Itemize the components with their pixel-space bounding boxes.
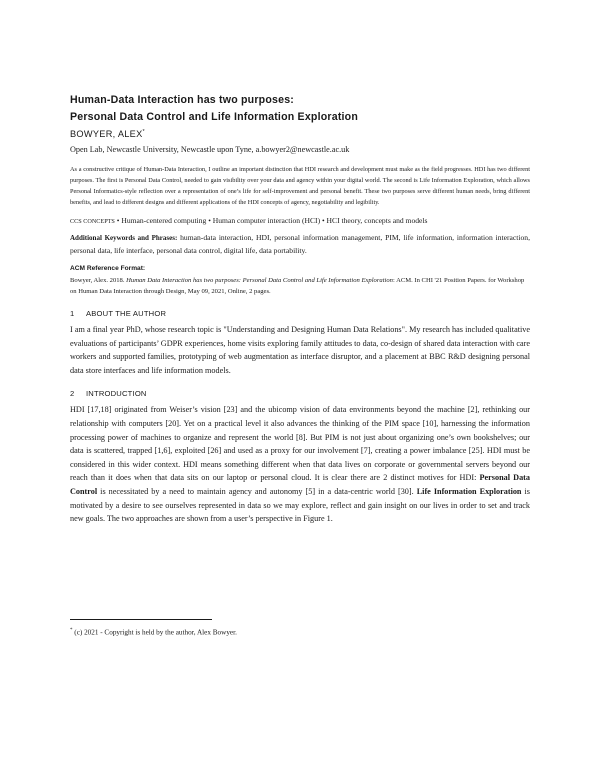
ccs-label: CCS CONCEPTS: [70, 218, 115, 226]
abstract: As a constructive critique of Human-Data Interaction, I outline an important distinction that HDI research and development must make as the field progresses. HDI has two different purposes. The first is Personal Data Control, needed to gain visibility over your data and agency within your digital world. The second is Life Information Exploration, which allows Personal Informatics-style reflection over a representation of one’s life for self-improvement and personal benefit. These two purposes serve different human needs, bring different benefits, and lead to different designs and different applications of the HDI concepts of agency, negotiability and legibility.: [70, 166, 530, 207]
intro-bold-personal-data-control: Personal Data Control: [70, 473, 530, 496]
author-name: [70, 129, 530, 139]
ccs-text: • Human-centered computing • Human computer interaction (HCI) • HCI theory, concepts and models: [114, 216, 428, 226]
footnote-divider: [70, 619, 212, 620]
section-introduction-text: [70, 403, 530, 525]
acm-reference-heading: ACM Reference Format:: [70, 265, 146, 273]
section-about-text: I am a final year PhD, whose research topic is "Understanding and Designing Human Data Relations". My research has included qualitative evaluations of participants’ GDPR experiences, home visits exploring family attitudes to data, co-design of shared data interaction with care workers and supported families, prototyping of web augmentation as interface disruptor, and a placement at BBC R&D designing personal data store interfaces and life information models.: [70, 325, 530, 375]
section-heading-introduction: [70, 389, 530, 398]
acm-ref-start: Bowyer, Alex. 2018.: [70, 277, 127, 285]
intro-bold-life-information-exploration: Life Information Exploration: [416, 487, 522, 496]
intro-text-b: is necessitated by a need to maintain agency and autonomy [5] in a data-centric world [30].: [97, 487, 417, 496]
section-number: 1: [70, 309, 75, 319]
section-title: ABOUT THE AUTHOR: [86, 309, 167, 319]
footnote-mark: *: [70, 628, 73, 633]
section-title: INTRODUCTION: [86, 389, 147, 399]
keywords: [70, 232, 530, 256]
author-text: BOWYER, ALEX: [70, 129, 143, 140]
section-number: 2: [70, 389, 75, 399]
acm-ref-title: Human Data Interaction has two purposes: Personal Data Control and Life Information Exploration: [126, 277, 393, 285]
title-line-1: Human-Data Interaction has two purposes:: [70, 94, 295, 106]
section-heading-about: [70, 309, 530, 318]
intro-text-a: HDI [17,18] originated from Weiser’s vision [23] and the ubicomp vision of data environments beyond the machine [2], rethinking our relationship with computers [20]. Yet on a practical level it also advances the thinking of the PIM space [10], harnessing the information processing power of machines to organize and represent the world [8]. But PIM is not just about organizing one’s own bookshelves; our data is scattered, trapped [1,6], exploited [26] and used as a proxy for our involvement [7], creating a power imbalance [25]. HDI must be considered in this wider context. HDI means something different when that data lives on corporate or governmental servers beyond our reach than it does when that data sits on our laptop or personal cloud. It is clear there are 2 distinct motives for HDI:: [70, 405, 530, 483]
affiliation: Open Lab, Newcastle University, Newcastle upon Tyne, a.bowyer2@newcastle.ac.uk: [70, 145, 350, 155]
paper-content: [70, 92, 530, 526]
title-line-2: Personal Data Control and Life Information Exploration: [70, 111, 359, 123]
footnote-text: (c) 2021 - Copyright is held by the author, Alex Bowyer.: [72, 628, 237, 637]
acm-ref-end: : ACM. In CHI '21 Position Papers. for Workshop on Human Data Interaction through Design, May 09, 2021, Online, 2 pages.: [70, 277, 525, 296]
ccs-concepts: [70, 216, 530, 225]
acm-reference: [70, 275, 530, 297]
intro-text-c: is motivated by a desire to see ourselves represented in data so we may explore, reflect and gain insight on our lives in order to set and track new goals. The two approaches are shown from a user’s perspective in Figure 1.: [70, 487, 530, 524]
footnote: [70, 628, 237, 636]
keywords-label: Additional Keywords and Phrases:: [70, 234, 178, 243]
paper-title: [70, 92, 530, 126]
author-footnote-mark: *: [142, 129, 145, 135]
keywords-text: human-data interaction, HDI, personal information management, PIM, life information, information interaction, personal data, life interface, personal data control, digital life, data portability.: [70, 233, 530, 255]
